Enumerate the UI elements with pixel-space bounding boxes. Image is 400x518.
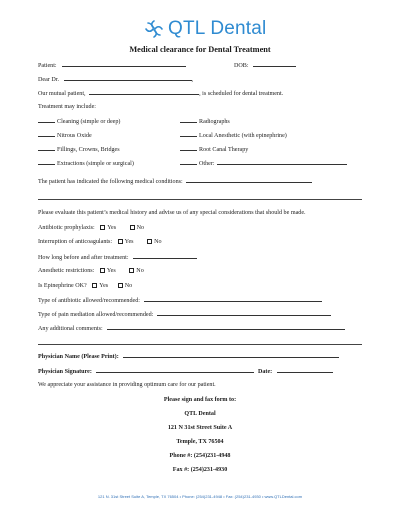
page-footer: 121 N. 31st Street Suite A, Temple, TX 76504 • Phone: (254)231-4948 • Fax: (254)231-4930 • www.QTLDental.com	[97, 494, 303, 499]
pain-row	[38, 310, 331, 319]
logo	[144, 18, 266, 40]
comments-row	[38, 324, 345, 333]
tooth-swirl-icon	[144, 19, 164, 39]
dear-label: Dear Dr.	[38, 77, 59, 83]
yes-label: Yes	[99, 283, 109, 289]
mutual-suffix: , is scheduled for dental treatment.	[199, 91, 284, 97]
yes-label: Yes	[107, 225, 117, 231]
appreciate-text: We appreciate your assistance in providing optimum care for our patient.	[38, 382, 216, 388]
treatment-label: Treatment may include:	[38, 104, 96, 110]
patient-label: Patient:	[38, 63, 57, 69]
sign-fax-text: Please sign and fax form to:	[163, 397, 237, 403]
anesthetic-label: Anesthetic restrictions:	[38, 268, 95, 274]
physician-name-field[interactable]	[123, 352, 339, 358]
address-street: 121 N 31st Street Suite A	[167, 425, 233, 431]
yes-label: Yes	[106, 268, 116, 274]
address-name: QTL Dental	[184, 411, 216, 417]
pain-field[interactable]	[157, 310, 331, 316]
anticoag-no-checkbox[interactable]	[147, 239, 152, 244]
anesthetic-yes-checkbox[interactable]	[100, 268, 105, 273]
epinephrine-row	[38, 282, 132, 290]
antibiotic-no-checkbox[interactable]	[130, 225, 135, 230]
anticoag-yes-checkbox[interactable]	[118, 239, 123, 244]
treatment-label-text: Local Anesthetic (with epinephrine)	[199, 133, 287, 139]
anticoag-label: Interruption of anticoagulants:	[38, 239, 113, 245]
treatment-right-0	[180, 117, 230, 126]
treatment-check-field[interactable]	[180, 145, 197, 151]
conditions-label: The patient has indicated the following medical conditions:	[38, 179, 183, 185]
comments-line-2[interactable]	[38, 344, 362, 345]
conditions-line-2[interactable]	[38, 199, 362, 200]
epinephrine-yes-checkbox[interactable]	[92, 283, 97, 288]
antibiotic-type-row	[38, 296, 322, 305]
no-label: No	[136, 225, 145, 231]
treatment-label-text: Other:	[199, 161, 215, 167]
date-field[interactable]	[277, 367, 333, 373]
dob-row	[234, 61, 296, 70]
patient-field[interactable]	[62, 61, 186, 67]
how-long-label: How long before and after treatment:	[38, 255, 129, 261]
mutual-patient-field[interactable]	[89, 89, 199, 95]
address-city: Temple, TX 76504	[176, 439, 224, 445]
treatment-right-3	[180, 159, 347, 168]
antibiotic-label: Antibiotic prophylaxis:	[38, 225, 95, 231]
pain-label: Type of pain mediation allowed/recommended:	[38, 312, 154, 318]
physician-sig-label: Physician Signature:	[38, 369, 92, 375]
mutual-row	[38, 89, 283, 98]
how-long-field[interactable]	[133, 253, 197, 259]
no-label: No	[154, 239, 162, 245]
treatment-label-text: Nitrous Oxide	[57, 133, 92, 139]
antibiotic-type-field[interactable]	[144, 296, 322, 302]
treatment-check-field[interactable]	[38, 117, 55, 123]
treatment-check-field[interactable]	[38, 145, 55, 151]
treatment-left-2	[38, 145, 120, 154]
evaluate-text: Please evaluate this patient’s medical history and advise us of any special considerations that should be made.	[38, 210, 306, 216]
treatment-left-3	[38, 159, 134, 168]
treatment-label-text: Cleaning (simple or deep)	[57, 119, 121, 125]
treatment-right-1	[180, 131, 287, 140]
comments-field[interactable]	[107, 324, 345, 330]
conditions-row	[38, 177, 312, 186]
physician-sig-field[interactable]	[96, 367, 254, 373]
epinephrine-no-checkbox[interactable]	[118, 283, 123, 288]
physician-name-row	[38, 352, 339, 361]
address-phone: Phone #: (254)231-4948	[169, 453, 231, 459]
treatment-left-0	[38, 117, 120, 126]
treatment-label-text: Root Canal Therapy	[199, 147, 249, 153]
doctor-name-field[interactable]	[64, 75, 192, 81]
yes-label: Yes	[124, 239, 134, 245]
antibiotic-row	[38, 224, 144, 232]
treatment-label-text: Radiographs	[199, 119, 230, 125]
mutual-label: Our mutual patient,	[38, 91, 86, 97]
no-label: No	[124, 283, 133, 289]
treatment-check-field[interactable]	[180, 159, 197, 165]
epinephrine-label: Is Epinephrine OK?	[38, 283, 87, 289]
anticoag-row	[38, 238, 162, 246]
treatment-check-field[interactable]	[38, 131, 55, 137]
dear-punct: ,	[191, 77, 194, 83]
treatment-right-2	[180, 145, 248, 154]
treatment-check-field[interactable]	[38, 159, 55, 165]
physician-sig-row	[38, 367, 333, 376]
other-treatment-field[interactable]	[217, 159, 347, 165]
antibiotic-type-label: Type of antibiotic allowed/recommended:	[38, 298, 140, 304]
antibiotic-yes-checkbox[interactable]	[100, 225, 105, 230]
dob-label: DOB:	[234, 63, 249, 69]
dob-field[interactable]	[253, 61, 296, 67]
no-label: No	[136, 268, 144, 274]
anesthetic-row	[38, 267, 144, 275]
dear-row	[38, 75, 193, 84]
physician-name-label: Physician Name (Please Print):	[38, 354, 119, 360]
treatment-check-field[interactable]	[180, 131, 197, 137]
date-label: Date:	[257, 369, 273, 375]
logo-text: QTL Dental	[168, 18, 267, 39]
treatment-left-1	[38, 131, 92, 140]
how-long-row	[38, 253, 197, 262]
anesthetic-no-checkbox[interactable]	[129, 268, 134, 273]
treatment-label-text: Fillings, Crowns, Bridges	[57, 147, 120, 153]
treatment-label-text: Extractions (simple or surgical)	[57, 161, 134, 167]
form-title: Medical clearance for Dental Treatment	[129, 45, 271, 54]
patient-row	[38, 61, 186, 70]
conditions-field[interactable]	[186, 177, 312, 183]
comments-label: Any additional comments:	[38, 326, 103, 332]
address-fax: Fax #: (254)231-4930	[172, 467, 228, 473]
treatment-check-field[interactable]	[180, 117, 197, 123]
